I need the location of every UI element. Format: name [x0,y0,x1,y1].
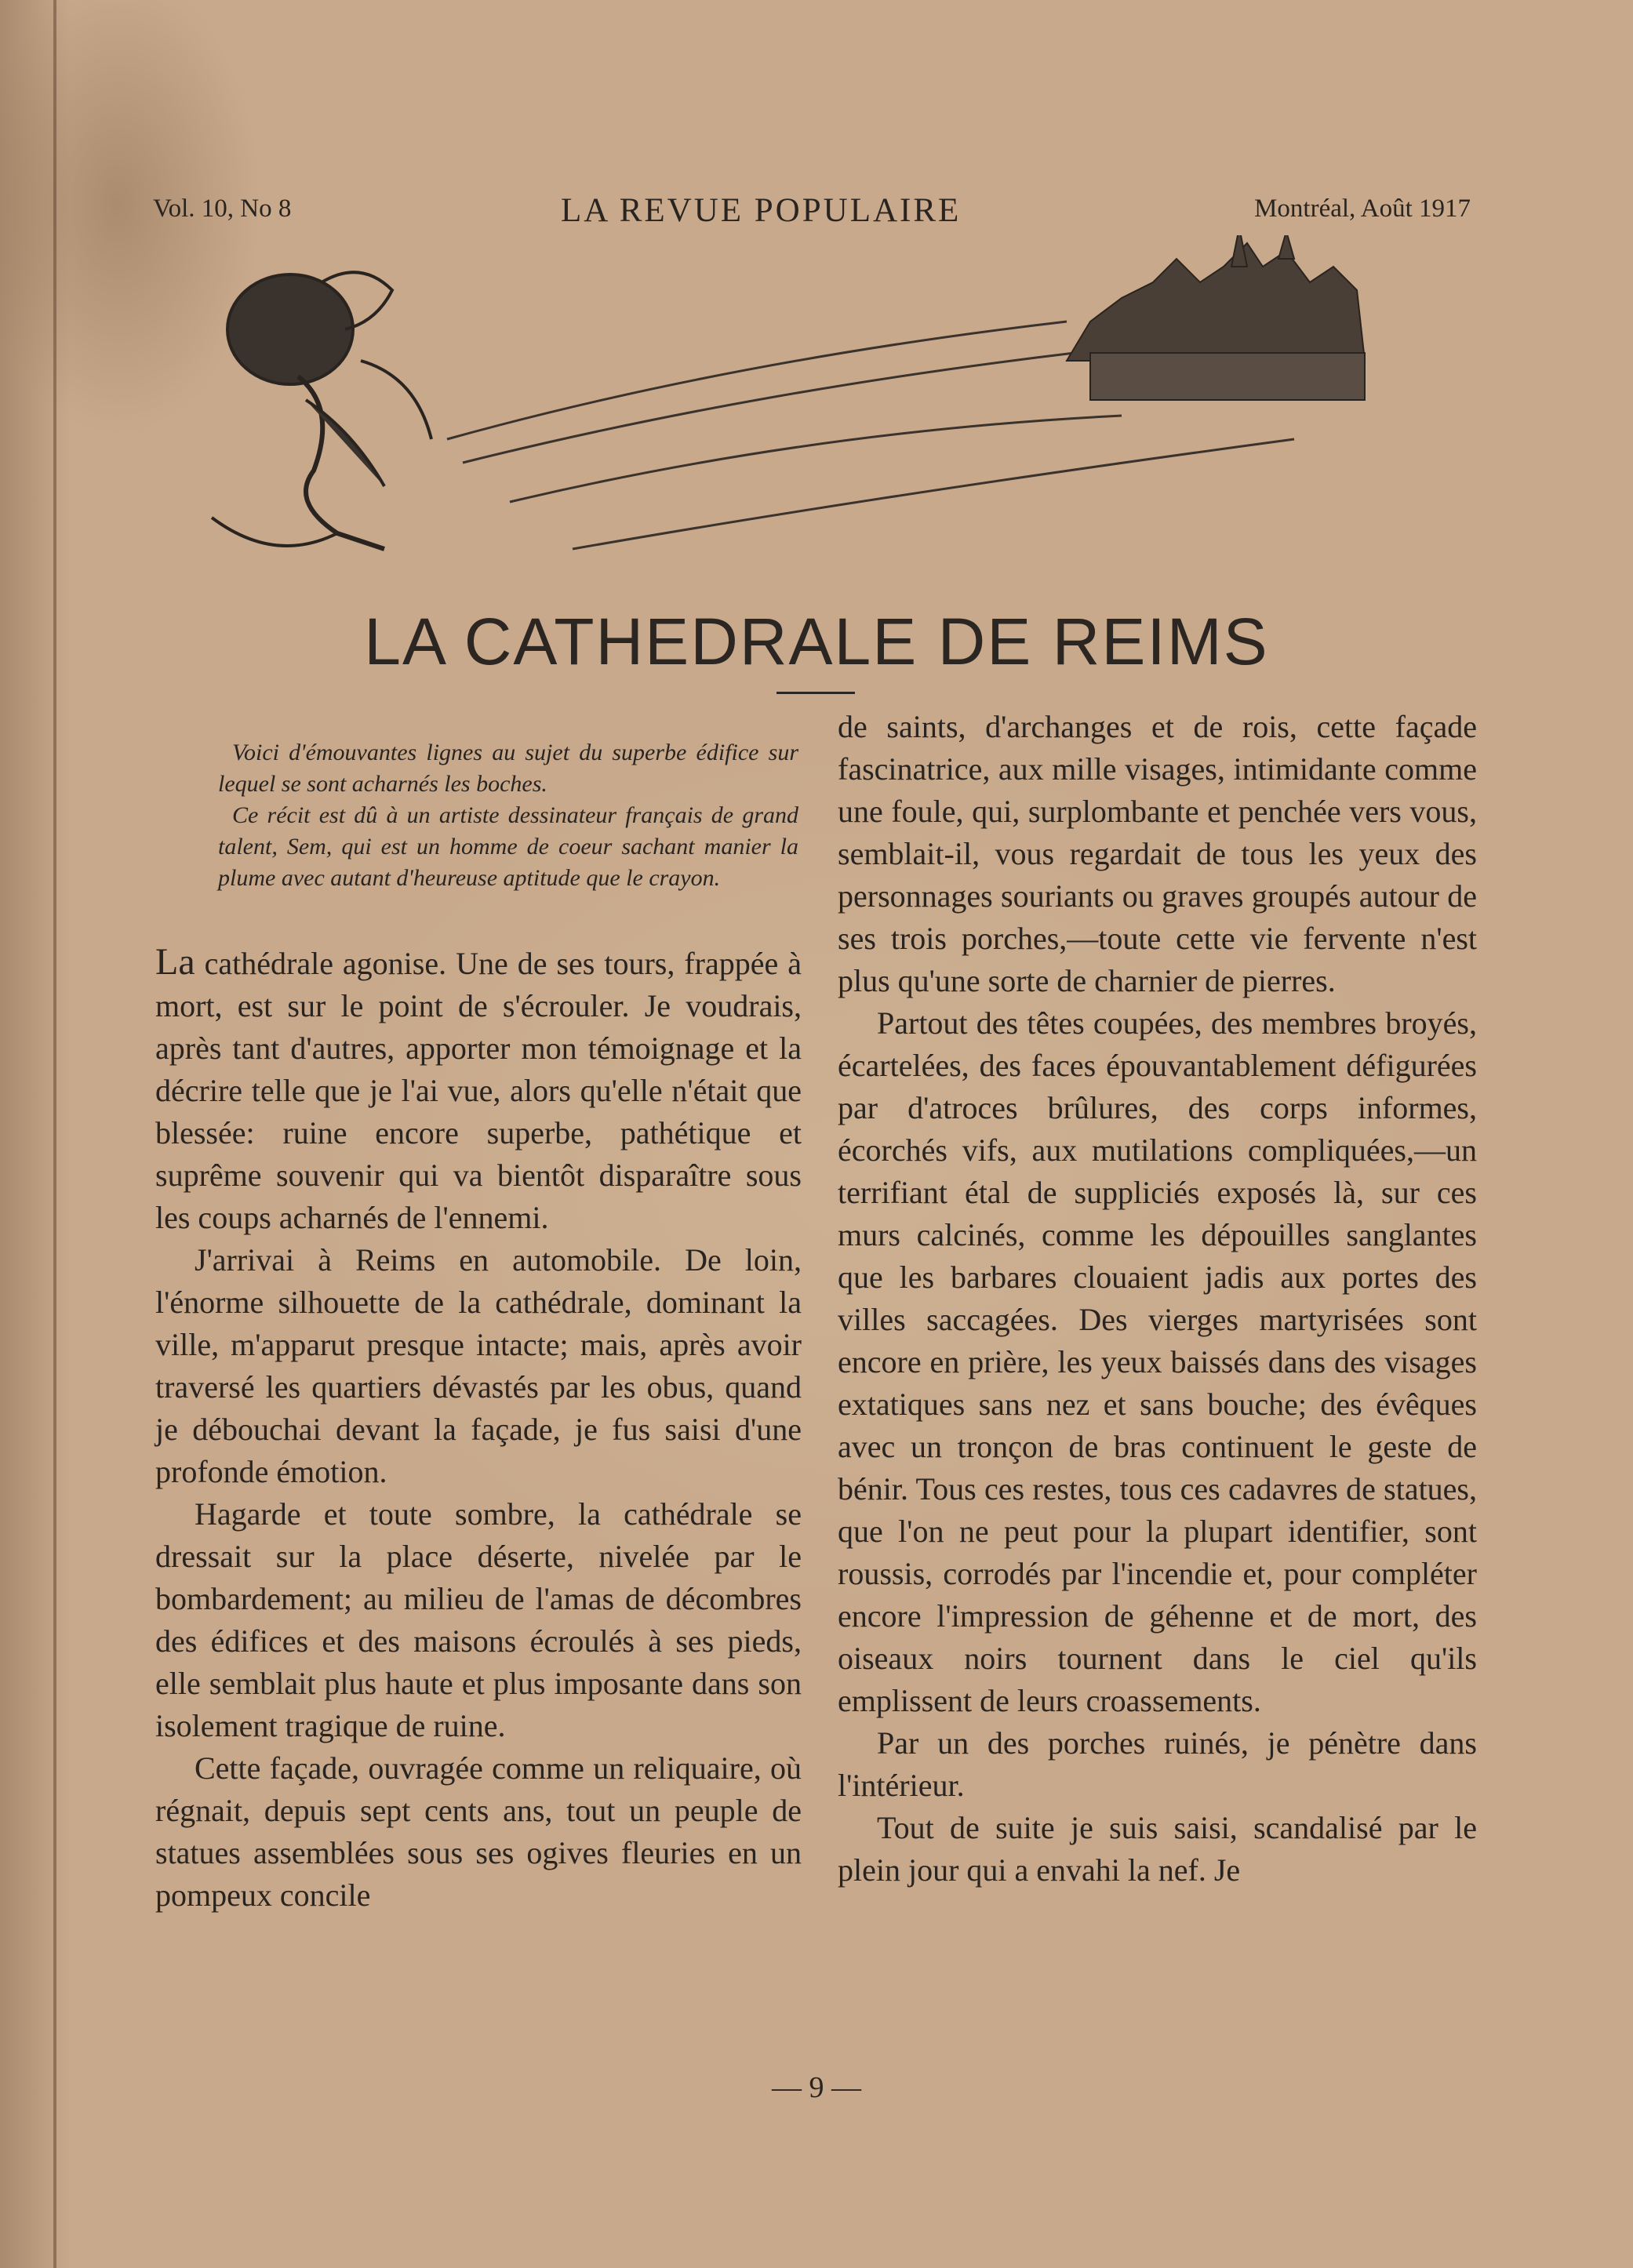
running-header [153,194,1471,234]
left-column [155,941,802,1917]
place-date: Montréal, Août 1917 [1254,194,1471,223]
article-intro [218,737,798,894]
article-paragraph: de saints, d'archanges et de rois, cette façade fascinatrice, aux mille visages, intimidante comme une foule, qui, surplombante et penchée vers vous, semblait-il, vous regardait de tous les yeux des personnages souriants ou graves groupés autour de ses trois porches,—toute cette vie fervente n'est plus qu'une sorte de charnier de pierres. [838,709,1477,998]
article-paragraph: Tout de suite je suis saisi, scandalisé par le plein jour qui a envahi la nef. Je [838,1810,1477,1888]
soldier-figure [212,272,431,549]
binding-edge [53,0,56,2268]
article-paragraph: Par un des porches ruinés, je pénètre dans l'intérieur. [838,1725,1477,1803]
publication-title: LA REVUE POPULAIRE [561,192,962,229]
article-title: LA CATHEDRALE DE REIMS [364,605,1269,678]
title-rule [776,692,855,694]
article-paragraph: J'arrivai à Reims en automobile. De loin, l'énorme silhouette de la cathédrale, dominant la ville, m'apparut presque intacte; mais, après avoir traversé les quartiers dévastés par les obus, quand je débouchai devant la façade, je fus saisi d'une profonde émotion. [155,1242,802,1489]
article-paragraph [155,941,802,1239]
article-paragraph: Partout des têtes coupées, des membres broyés, écartelées, des faces épouvantablement défigurées par d'atroces brûlures, des corps informes, écorchés vifs, aux mutilations compliquées,—un terrifiant étal de suppliciés exposés là, sur ces murs calcinés, comme les dépouilles sanglantes que les barbares clouaient jadis aux portes des villes saccagées. Des vierges martyrisées sont encore en prière, les yeux baissés dans des visages extatiques sans nez et sans bouche; des évêques avec un tronçon de bras continuent le geste de bénir. Tous ces restes, tous ces cadavres de statues, que l'on ne peut pour la plupart identifier, sont roussis, corrodés par l'incendie et, pour compléter encore l'impression de géhenne et de mort, des oiseaux noirs tournent dans le ciel qu'ils emplissent de leurs croassements. [838,1005,1477,1718]
intro-paragraph: Ce récit est dû à un artiste dessinateur français de grand talent, Sem, qui est un homme de coeur sachant manier la plume avec autant d'heureuse aptitude que le crayon. [218,802,798,891]
paragraph-text: cathédrale agonise. Une de ses tours, frappée à mort, est sur le point de s'écrouler. Je voudrais, après tant d'autres, apporter mon témoignage et la décrire telle que je l'ai vue, alors qu'elle n'était que blessée: ruine encore superbe, pathétique et suprême souvenir qui va bientôt disparaître sous les coups acharnés de l'ennemi. [155,946,802,1235]
article-paragraph: Cette façade, ouvragée comme un reliquaire, où régnait, depuis sept cents ans, tout un peuple de statues assemblées sous ses ogives fleuries en un pompeux concile [155,1750,802,1913]
cartoon-illustration [180,235,1467,612]
drop-cap: La [155,941,195,983]
right-column [838,706,1477,1892]
intro-paragraph: Voici d'émouvantes lignes au sujet du superbe édifice sur lequel se sont acharnés les boches. [218,740,798,797]
article-paragraph: Hagarde et toute sombre, la cathédrale se dressait sur la place déserte, nivelée par le bombardement; au milieu de l'amas de décombres des édifices et des maisons écroulés à ses pieds, elle semblait plus haute et plus imposante dans son isolement tragique de ruine. [155,1496,802,1743]
volume-number: Vol. 10, No 8 [153,194,292,223]
page-number: — 9 — [772,2071,861,2104]
cathedral-skyline [1067,235,1365,400]
